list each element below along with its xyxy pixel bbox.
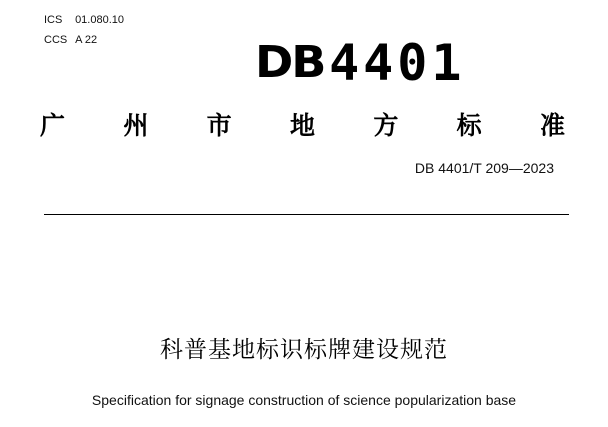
standard-number: DB 4401/T 209—2023 xyxy=(414,160,554,176)
document-title-en: Specification for signage construction of science popularization base xyxy=(91,392,517,408)
heading-char: 市 xyxy=(206,111,232,140)
heading-char: 标 xyxy=(456,111,482,140)
ics-value: 01.080.10 xyxy=(75,14,124,26)
heading-char: 方 xyxy=(373,111,399,140)
heading-char: 州 xyxy=(123,111,149,140)
ccs-label: CCS xyxy=(44,34,68,46)
ccs-row xyxy=(44,34,97,47)
local-standard-heading xyxy=(40,112,565,140)
db-logo-number: 4401 xyxy=(329,34,466,92)
ics-row xyxy=(44,14,124,27)
db-logo-letters: DB xyxy=(255,37,325,88)
heading-char: 广 xyxy=(40,111,66,140)
ics-label: ICS xyxy=(44,14,63,26)
document-title-zh: 科普基地标识标牌建设规范 xyxy=(160,337,448,363)
heading-char: 地 xyxy=(289,111,315,140)
db-standard-logo xyxy=(255,34,466,92)
ccs-value: A 22 xyxy=(75,34,98,46)
heading-char: 准 xyxy=(539,111,565,140)
header-divider xyxy=(44,214,569,215)
